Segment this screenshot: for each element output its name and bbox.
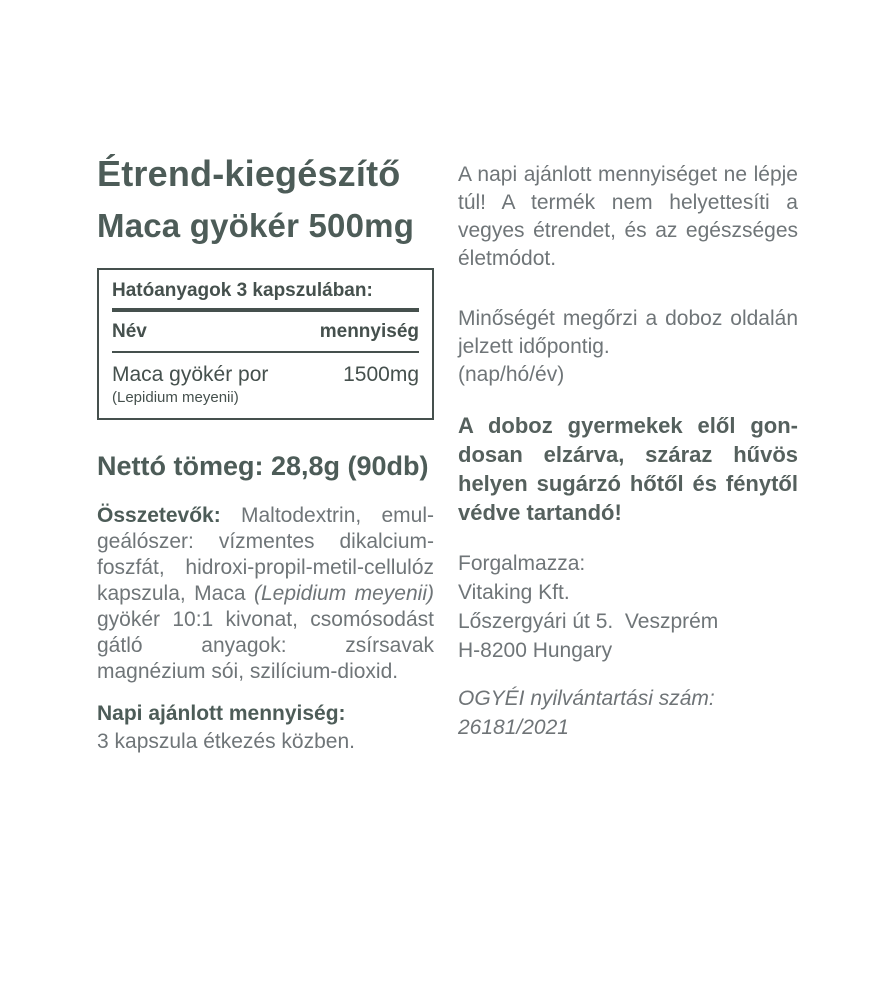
ingredient-amount: 1500mg (343, 363, 419, 386)
ingredients-paragraph (97, 503, 434, 685)
daily-dose-block (97, 699, 434, 756)
column-header-name: Név (112, 321, 147, 342)
ingredients-text-2: gyökér 10:1 kivonat, csomósodást gátló anyagok: zsírsavak magnézium sói, szilícium-dioxid. (97, 608, 434, 683)
active-ingredients-table (97, 268, 434, 420)
distributor-name: Vitaking Kft. (458, 581, 570, 604)
quality-block (458, 305, 798, 389)
table-row (112, 362, 419, 407)
ingredient-name: Maca gyökér por (112, 363, 269, 386)
storage-warning: A doboz gyermekek elől gondosan elzárva, száraz hűvös helyen sugárzó hőtől és fénytől védve tartandó! (458, 413, 798, 525)
ingredients-text-1: Maltodextrin, emulgeálószer: vízmentes dikalcium-foszfát, hidroxi-propil-metil-cellulóz kapszula, Maca (97, 504, 434, 605)
registration-label: OGYÉI nyilvántartási szám: (458, 687, 715, 710)
distributor-label: Forgalmazza: (458, 552, 586, 575)
table-header: Hatóanyagok 3 kapszulában: (112, 280, 373, 301)
daily-dose-text: 3 kapszula étkezés közben. (97, 730, 355, 753)
overdose-warning: A napi ajánlott mennyiséget ne lépje túl! A termék nem helyettesíti a vegyes étrendet, és az egészséges életmódot. (458, 163, 798, 270)
distributor-block (458, 549, 798, 665)
ingredients-label: Összetevők: (97, 504, 221, 527)
quality-notice: Minőségét megőrzi a doboz oldalán jelzett időpontig. (458, 307, 798, 358)
table-column-headers (112, 320, 419, 343)
registration-block (458, 684, 798, 742)
registration-number: 26181/2021 (458, 716, 569, 739)
date-format: (nap/hó/év) (458, 363, 565, 386)
ingredient-name-cell (112, 362, 268, 407)
table-rule-thick (112, 308, 419, 312)
product-category-title: Étrend-kiegészítő (97, 153, 401, 194)
distributor-country: H-8200 Hungary (458, 639, 613, 662)
right-column (458, 161, 798, 742)
net-weight: Nettó tömeg: 28,8g (90db) (97, 451, 429, 481)
distributor-address: Lőszergyári út 5. Veszprém (458, 610, 719, 633)
daily-dose-label: Napi ajánlott mennyiség: (97, 702, 346, 725)
ingredients-latin: (Lepidium meyenii) (253, 582, 434, 605)
product-name-title: Maca gyökér 500mg (97, 207, 415, 244)
left-column (97, 152, 434, 756)
column-header-amount: mennyiség (319, 321, 419, 342)
table-rule-thin (112, 351, 419, 353)
ingredient-latin-name: (Lepidium meyenii) (112, 389, 239, 406)
